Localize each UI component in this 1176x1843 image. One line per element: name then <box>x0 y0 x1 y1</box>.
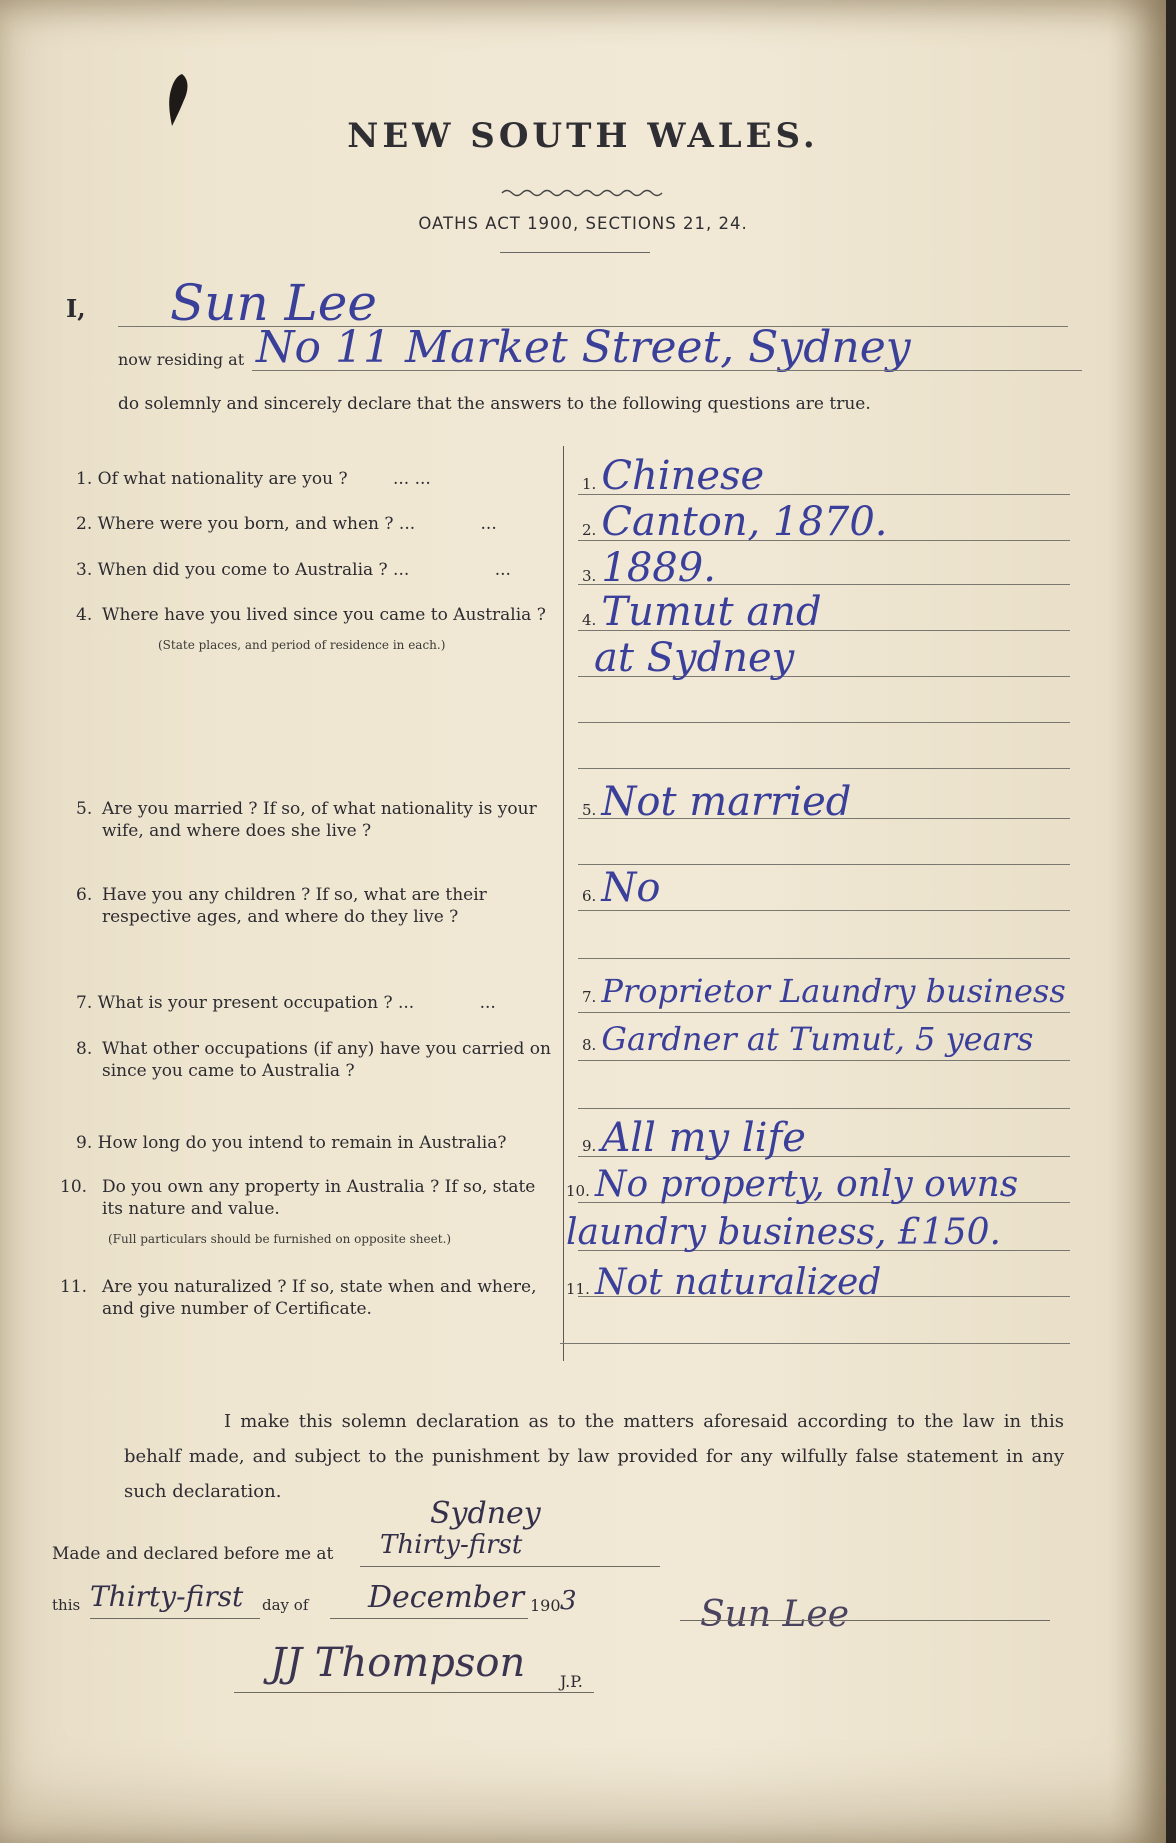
question-number: 6. <box>76 885 93 905</box>
solemn-text: do solemnly and sincerely declare that the answers to the following questions are true. <box>118 394 871 414</box>
answer-number: 11. <box>566 1280 590 1298</box>
question-number: 4. <box>76 605 93 625</box>
jp-signature: JJ Thompson <box>270 1640 526 1686</box>
declaration-text: I make this solemn declaration as to the matters aforesaid according to the law in this behalf made, and subject to the punishment by law provided for any wilfully false statement in any such declaration. <box>124 1411 1064 1502</box>
answer-text: No <box>601 865 661 911</box>
question-dots: ... <box>480 514 497 534</box>
signature-line <box>680 1620 1050 1621</box>
answer-text: Tumut and <box>601 589 822 635</box>
title-flourish <box>500 186 670 200</box>
answer-number: 2. <box>582 521 597 539</box>
day-of-label: day of <box>262 1596 309 1614</box>
answer-10 <box>566 1164 1018 1205</box>
question-number: 2. <box>76 514 93 534</box>
answer-line <box>560 1343 1070 1344</box>
answer-number: 3. <box>582 567 597 585</box>
question-2 <box>76 513 556 535</box>
question-number: 3. <box>76 560 93 580</box>
declarant-prefix: I, <box>66 294 86 323</box>
this-label: this <box>52 1596 81 1614</box>
answer-8 <box>582 1020 1033 1058</box>
question-dots: ... <box>494 560 511 580</box>
place-line-2: Thirty-first <box>380 1530 523 1560</box>
answer-text: Not naturalized <box>594 1262 882 1303</box>
question-dots: ... <box>479 993 496 1013</box>
question-number: 7. <box>76 993 93 1013</box>
question-number: 10. <box>60 1177 88 1197</box>
question-number: 5. <box>76 799 93 819</box>
answer-text: Canton, 1870. <box>601 499 888 545</box>
answer-line <box>578 768 1070 769</box>
question-text: Where were you born, and when ? ... <box>97 514 416 534</box>
answer-text: Proprietor Laundry business <box>601 972 1066 1010</box>
question-10 <box>60 1176 560 1250</box>
question-note: (Full particulars should be furnished on opposite sheet.) <box>108 1232 452 1246</box>
question-text: Are you naturalized ? If so, state when and where, and give number of Certificate. <box>102 1277 537 1319</box>
question-7 <box>76 992 556 1014</box>
place-line-1: Sydney <box>430 1496 541 1531</box>
question-number: 11. <box>60 1277 88 1297</box>
answer-number: 10. <box>566 1182 590 1200</box>
question-text: Where have you lived since you came to Australia ? <box>102 605 546 625</box>
month-value: December <box>368 1580 525 1615</box>
address-value: No 11 Market Street, Sydney <box>256 322 911 373</box>
address-line <box>252 370 1082 371</box>
residing-label: now residing at <box>118 350 245 369</box>
answer-number: 7. <box>582 988 597 1006</box>
answer-text: All my life <box>601 1115 806 1161</box>
question-text: Do you own any property in Australia ? If so, state its nature and value. <box>102 1177 536 1219</box>
answer-line <box>578 1060 1070 1061</box>
question-text: Are you married ? If so, of what nationality is your wife, and where does she live ? <box>102 799 537 841</box>
declarant-signature: Sun Lee <box>700 1594 849 1635</box>
question-9 <box>76 1132 566 1154</box>
answer-4 <box>582 589 822 635</box>
answer-number: 6. <box>582 887 597 905</box>
answer-line <box>578 958 1070 959</box>
question-4 <box>76 604 556 656</box>
question-number: 8. <box>76 1039 93 1059</box>
answer-text: Chinese <box>601 453 765 499</box>
question-text: Of what nationality are you ? <box>97 469 348 489</box>
answer-line <box>578 1012 1070 1013</box>
answer-text: Not married <box>601 779 852 825</box>
declarant-name: Sun Lee <box>170 274 377 332</box>
jp-line <box>234 1692 594 1693</box>
year-digit: 3 <box>560 1586 577 1616</box>
column-divider <box>563 446 564 1361</box>
answer-text: Gardner at Tumut, 5 years <box>601 1020 1034 1058</box>
question-number: 9. <box>76 1133 93 1153</box>
question-text: Have you any children ? If so, what are their respective ages, and where do they live ? <box>102 885 487 927</box>
answer-line <box>578 722 1070 723</box>
month-line <box>330 1618 528 1619</box>
question-number: 1. <box>76 469 93 489</box>
answer-10-continued: laundry business, £150. <box>566 1212 1001 1253</box>
answer-number: 9. <box>582 1137 597 1155</box>
form-subtitle: OATHS ACT 1900, SECTIONS 21, 24. <box>418 214 748 233</box>
jp-label: J.P. <box>560 1672 583 1691</box>
made-declared-label: Made and declared before me at <box>52 1544 334 1564</box>
place-line <box>360 1566 660 1567</box>
answer-9 <box>582 1115 806 1161</box>
question-text: What is your present occupation ? ... <box>97 993 415 1013</box>
year-prefix: 190 <box>530 1596 561 1615</box>
question-text: How long do you intend to remain in Australia? <box>97 1133 507 1153</box>
question-5 <box>76 798 556 842</box>
answer-number: 5. <box>582 801 597 819</box>
form-title: NEW SOUTH WALES. <box>347 116 819 156</box>
answer-7 <box>582 972 1066 1010</box>
answer-number: 4. <box>582 611 597 629</box>
question-text: What other occupations (if any) have you carried on since you came to Australia ? <box>102 1039 551 1081</box>
question-11 <box>60 1276 560 1320</box>
question-6 <box>76 884 556 928</box>
question-note: (State places, and period of residence in each.) <box>158 638 446 652</box>
answer-4-continued: at Sydney <box>594 635 795 681</box>
answer-number: 1. <box>582 475 597 493</box>
answer-5 <box>582 779 852 825</box>
answer-text: 1889. <box>601 545 716 591</box>
day-value: Thirty-first <box>90 1580 244 1613</box>
answer-2 <box>582 499 888 545</box>
question-1 <box>76 468 556 490</box>
answer-3 <box>582 545 716 591</box>
subtitle-rule <box>500 252 650 253</box>
question-8 <box>76 1038 556 1082</box>
answer-line <box>578 1108 1070 1109</box>
question-dots: ... ... <box>392 469 431 489</box>
answer-number: 8. <box>582 1036 597 1054</box>
answer-1 <box>582 453 765 499</box>
answer-text: No property, only owns <box>594 1164 1019 1205</box>
question-3 <box>76 559 556 581</box>
answer-11 <box>566 1262 881 1303</box>
question-text: When did you come to Australia ? ... <box>97 560 410 580</box>
day-line <box>90 1618 260 1619</box>
answer-6 <box>582 865 661 911</box>
